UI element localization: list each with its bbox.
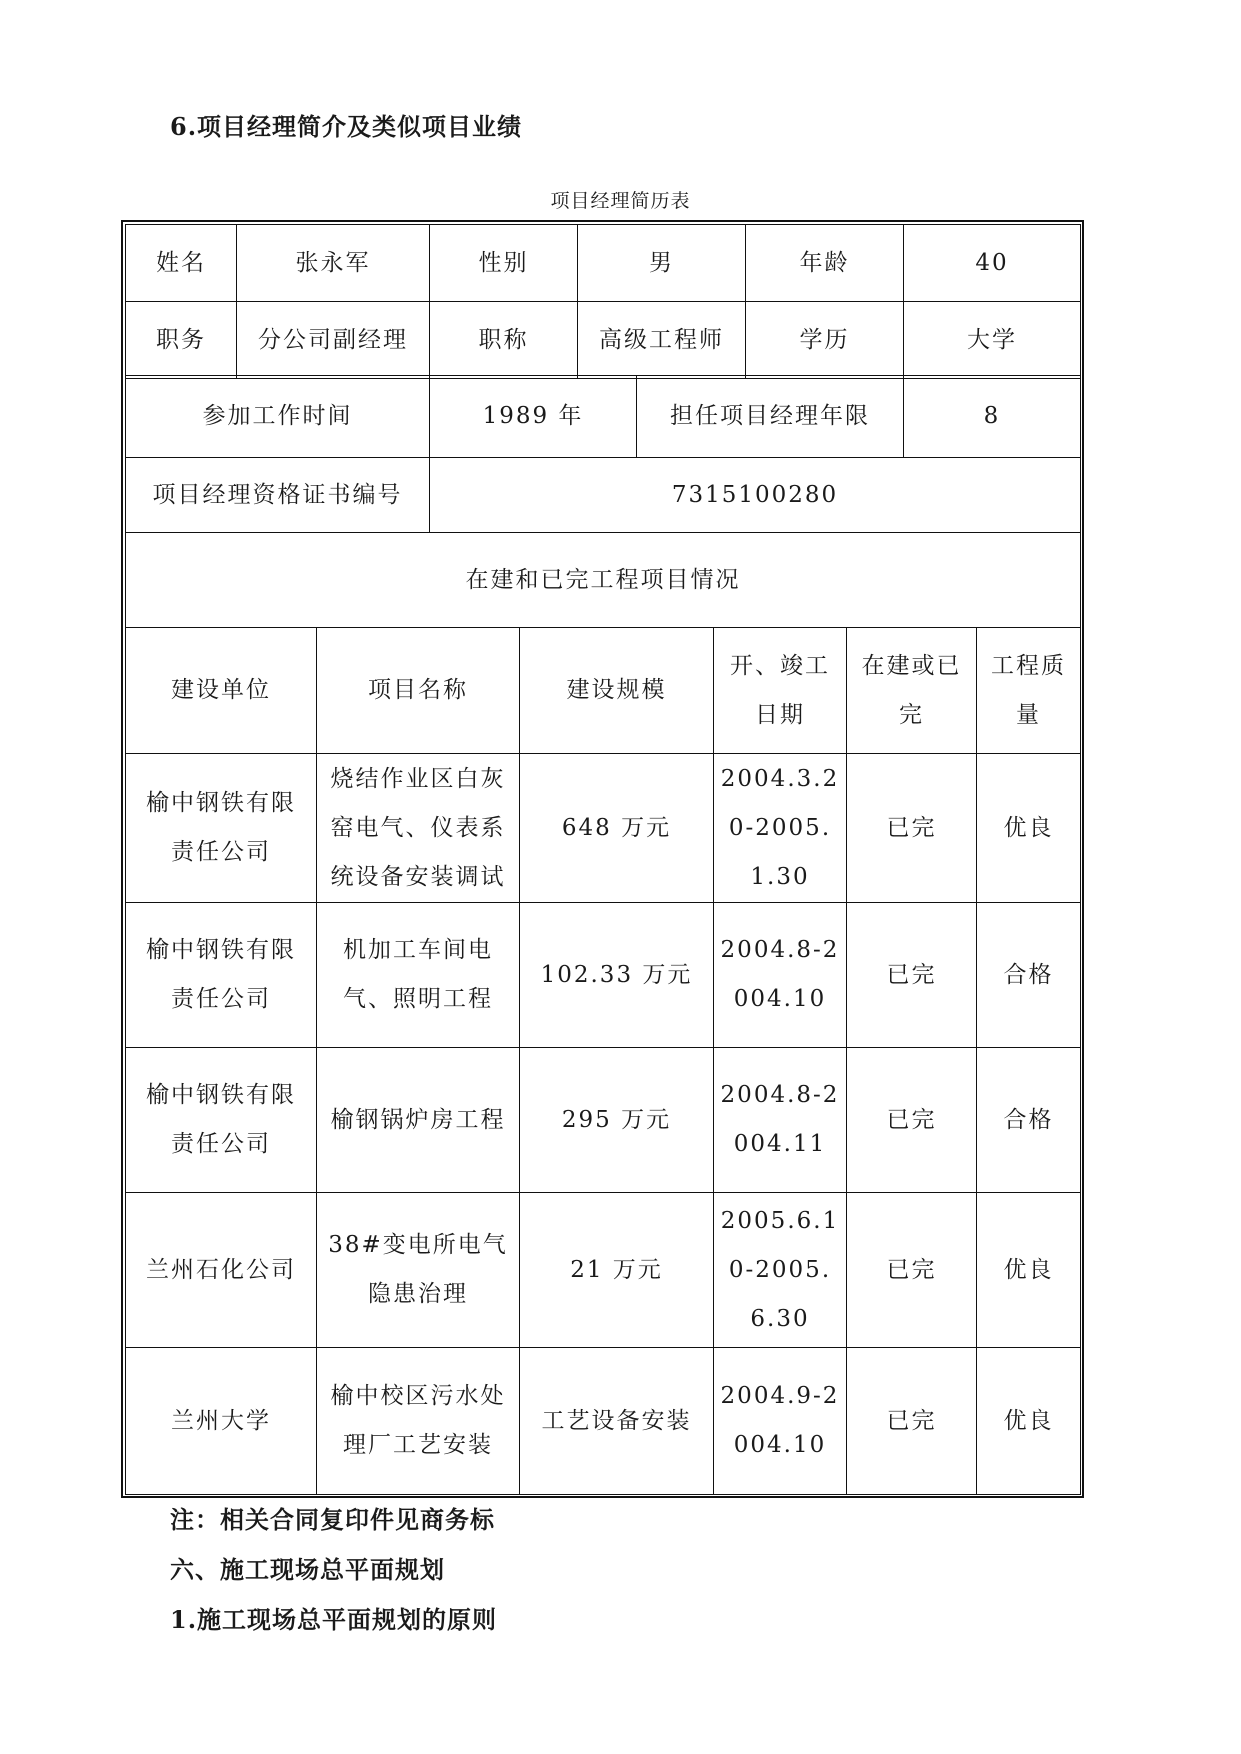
project-status: 已完 bbox=[847, 903, 977, 1048]
project-scale: 工艺设备安装 bbox=[520, 1348, 714, 1495]
position-label: 职务 bbox=[126, 302, 237, 379]
section-6-subheading: 1.施工现场总平面规划的原则 bbox=[170, 1605, 498, 1634]
column-header: 建设规模 bbox=[520, 628, 714, 754]
project-dates: 2004.9-2004.10 bbox=[714, 1348, 847, 1495]
project-scale: 648 万元 bbox=[520, 754, 714, 903]
project-dates: 2004.8-2004.11 bbox=[714, 1048, 847, 1193]
project-unit: 榆中钢铁有限责任公司 bbox=[126, 754, 317, 903]
column-header: 建设单位 bbox=[126, 628, 317, 754]
project-quality: 合格 bbox=[977, 1048, 1081, 1193]
table-header-row bbox=[126, 628, 1081, 754]
pm-years-label: 担任项目经理年限 bbox=[637, 376, 904, 458]
table-row bbox=[126, 533, 1081, 628]
project-unit: 榆中钢铁有限责任公司 bbox=[126, 903, 317, 1048]
cert-label: 项目经理资格证书编号 bbox=[126, 458, 430, 533]
table-row bbox=[126, 225, 1081, 302]
name-value: 张永军 bbox=[237, 225, 430, 302]
work-start-value: 1989 年 bbox=[430, 376, 637, 458]
education-value: 大学 bbox=[904, 302, 1081, 379]
column-header: 工程质量 bbox=[977, 628, 1081, 754]
table-row bbox=[126, 458, 1081, 533]
project-unit: 兰州石化公司 bbox=[126, 1193, 317, 1348]
project-unit: 兰州大学 bbox=[126, 1348, 317, 1495]
project-dates: 2004.8-2004.10 bbox=[714, 903, 847, 1048]
project-quality: 优良 bbox=[977, 1193, 1081, 1348]
gender-label: 性别 bbox=[430, 225, 578, 302]
table-caption: 项目经理简历表 bbox=[550, 190, 691, 212]
table-row bbox=[126, 1048, 1081, 1193]
column-header: 项目名称 bbox=[317, 628, 520, 754]
pm-years-value: 8 bbox=[904, 376, 1081, 458]
table-row bbox=[126, 1193, 1081, 1348]
title-value: 高级工程师 bbox=[578, 302, 746, 379]
projects-table bbox=[125, 627, 1081, 1495]
manager-info-table bbox=[125, 224, 1081, 379]
table-row bbox=[126, 754, 1081, 903]
project-scale: 102.33 万元 bbox=[520, 903, 714, 1048]
project-name: 机加工车间电气、照明工程 bbox=[317, 903, 520, 1048]
project-status: 已完 bbox=[847, 754, 977, 903]
project-status: 已完 bbox=[847, 1348, 977, 1495]
title-label: 职称 bbox=[430, 302, 578, 379]
project-dates: 2004.3.20-2005.1.30 bbox=[714, 754, 847, 903]
projects-title: 在建和已完工程项目情况 bbox=[126, 533, 1081, 628]
project-scale: 295 万元 bbox=[520, 1048, 714, 1193]
section-6-heading: 六、施工现场总平面规划 bbox=[170, 1555, 445, 1584]
project-status: 已完 bbox=[847, 1193, 977, 1348]
education-label: 学历 bbox=[746, 302, 904, 379]
project-unit: 榆中钢铁有限责任公司 bbox=[126, 1048, 317, 1193]
position-value: 分公司副经理 bbox=[237, 302, 430, 379]
project-name: 烧结作业区白灰窑电气、仪表系统设备安装调试 bbox=[317, 754, 520, 903]
project-name: 榆钢锅炉房工程 bbox=[317, 1048, 520, 1193]
column-header: 在建或已完 bbox=[847, 628, 977, 754]
contract-note: 注：相关合同复印件见商务标 bbox=[170, 1505, 495, 1534]
project-name: 38#变电所电气隐患治理 bbox=[317, 1193, 520, 1348]
project-quality: 优良 bbox=[977, 754, 1081, 903]
project-scale: 21 万元 bbox=[520, 1193, 714, 1348]
project-name: 榆中校区污水处理厂工艺安装 bbox=[317, 1348, 520, 1495]
age-value: 40 bbox=[904, 225, 1081, 302]
work-start-label: 参加工作时间 bbox=[126, 376, 430, 458]
table-row bbox=[126, 1348, 1081, 1495]
project-quality: 优良 bbox=[977, 1348, 1081, 1495]
manager-work-table bbox=[125, 375, 1081, 628]
column-header: 开、竣工日期 bbox=[714, 628, 847, 754]
table-row bbox=[126, 376, 1081, 458]
name-label: 姓名 bbox=[126, 225, 237, 302]
project-dates: 2005.6.10-2005.6.30 bbox=[714, 1193, 847, 1348]
table-row bbox=[126, 903, 1081, 1048]
cert-value: 7315100280 bbox=[430, 458, 1081, 533]
age-label: 年龄 bbox=[746, 225, 904, 302]
section-heading: 6.项目经理简介及类似项目业绩 bbox=[170, 112, 523, 141]
project-quality: 合格 bbox=[977, 903, 1081, 1048]
table-row bbox=[126, 302, 1081, 379]
gender-value: 男 bbox=[578, 225, 746, 302]
project-status: 已完 bbox=[847, 1048, 977, 1193]
